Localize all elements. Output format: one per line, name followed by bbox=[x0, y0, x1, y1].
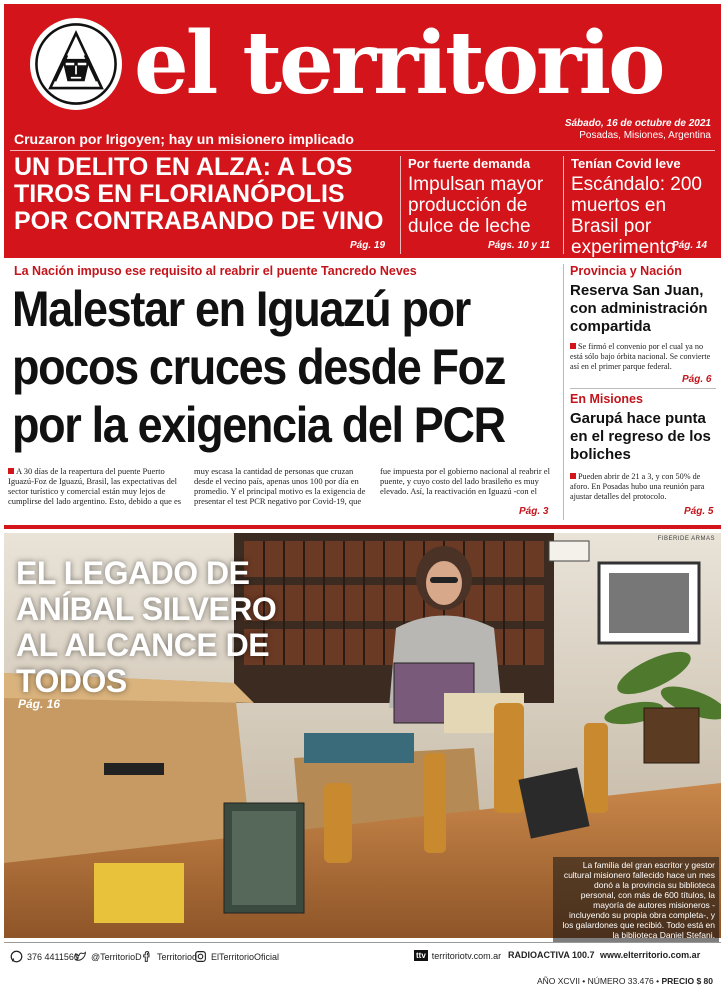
photo-credit: FIBERIDE ARMAS bbox=[657, 536, 715, 542]
dateline bbox=[565, 118, 711, 142]
footer-twitter[interactable] bbox=[74, 950, 142, 963]
side-1-headline[interactable]: Reserva San Juan, con administración compartida bbox=[570, 282, 708, 335]
whatsapp-icon bbox=[10, 950, 23, 963]
divider bbox=[10, 150, 715, 151]
side-2-body-text: Pueden abrir de 21 a 3, y con 50% de aforo. En Posadas hubo una reunión para ajustar detalles del protocolo. bbox=[570, 472, 705, 501]
bullet-square-icon bbox=[8, 468, 14, 474]
lead-body-text: A 30 días de la reapertura del puente Puerto Iguazú-Foz de Iguazú, Brasil, las expectativas del sector turístico y comercial están muy lejos de cumplirse del lado argentino. Esto, debido a que es muy escasa la cantidad de personas que cruzan desde el vecino país, apenas unos 100 por día en promedio. Y el principal motivo es la exigencia de presentar el test PCR negativo por Covid-19, que fue impuesta por el gobierno nacional al reabrir el puente, y cuyo costo del lado brasileño es muy elevado. Así, la reactivación en Iguazú -con el bbox=[8, 466, 550, 506]
red-col-2-headline[interactable]: Impulsan mayor producción de dulce de leche bbox=[408, 174, 544, 237]
web-url: www.elterritorio.com.ar bbox=[600, 950, 701, 960]
bullet-square-icon bbox=[570, 343, 576, 349]
side-2-headline[interactable]: Garupá hace punta en el regreso de los boliches bbox=[570, 410, 711, 463]
lead-headline[interactable]: Malestar en Iguazú por pocos cruces desde Foz por la exigencia del PCR bbox=[12, 281, 505, 453]
side-1-body bbox=[570, 342, 716, 372]
footer-tv[interactable] bbox=[414, 950, 501, 961]
issue-info bbox=[537, 976, 713, 986]
feature-caption: La familia del gran escritor y gestor cultural misionero fallecido hace un mes donó a la provincia su biblioteca personal, con más de 600 títulos, la mayoría de autores misioneros -incluyendo su propia obra completa-, y los galardones que recibió. Todo está en la biblioteca Daniel Stefani. bbox=[553, 857, 719, 943]
footer-instagram[interactable] bbox=[194, 950, 279, 963]
divider bbox=[400, 156, 401, 254]
footer-web[interactable] bbox=[600, 950, 700, 960]
top-story-kicker: Cruzaron por Irigoyen; hay un misionero implicado bbox=[14, 131, 354, 147]
twitter-icon bbox=[74, 950, 87, 963]
lead-body bbox=[8, 466, 556, 510]
tv-url: territoriotv.com.ar bbox=[431, 950, 502, 961]
red-col-2-kicker: Por fuerte demanda bbox=[408, 156, 531, 171]
divider bbox=[563, 156, 564, 254]
instagram-icon bbox=[194, 950, 207, 963]
divider bbox=[570, 388, 716, 389]
side-1-page: Pág. 6 bbox=[682, 374, 712, 385]
feature-page: Pág. 16 bbox=[18, 697, 61, 711]
instagram-handle: ElTerritorioOficial bbox=[211, 951, 280, 962]
side-2-body bbox=[570, 472, 716, 502]
footer-facebook[interactable] bbox=[140, 950, 197, 963]
red-col-3-kicker: Tenían Covid leve bbox=[571, 156, 681, 171]
red-col-3-headline[interactable]: Escándalo: 200 muertos en Brasil por experimento bbox=[571, 174, 702, 258]
divider bbox=[4, 942, 721, 943]
newspaper-logo-icon bbox=[30, 18, 122, 110]
masthead-title: el territorio bbox=[134, 13, 663, 114]
red-col-2-page: Págs. 10 y 11 bbox=[488, 240, 551, 251]
footer-social bbox=[10, 950, 715, 966]
side-1-kicker: Provincia y Nación bbox=[570, 264, 682, 278]
whatsapp-number: 376 4411560 bbox=[27, 951, 79, 962]
red-col-3-page: Pág. 14 bbox=[672, 240, 708, 251]
footer-whatsapp[interactable] bbox=[10, 950, 79, 963]
side-2-kicker: En Misiones bbox=[570, 392, 643, 406]
facebook-handle: Territoriod bbox=[157, 951, 198, 962]
lead-kicker: La Nación impuso ese requisito al reabrir el puente Tancredo Neves bbox=[14, 264, 417, 278]
radio-name: RADIOACTIVA 100.7 bbox=[508, 950, 595, 960]
twitter-handle: @TerritorioD bbox=[91, 951, 142, 962]
feature-headline[interactable]: EL LEGADO DE ANÍBAL SILVERO AL ALCANCE DE TODOS bbox=[16, 555, 277, 699]
tv-logo-icon: ttv bbox=[416, 951, 426, 960]
footer-radio[interactable] bbox=[508, 950, 595, 960]
top-story-page: Pág. 19 bbox=[350, 240, 386, 251]
side-2-page: Pág. 5 bbox=[684, 506, 714, 517]
logo-face-icon bbox=[33, 21, 119, 107]
lead-page: Pág. 3 bbox=[519, 506, 549, 517]
issue-date: Sábado, 16 de octubre de 2021 bbox=[564, 118, 711, 129]
section-divider bbox=[4, 525, 721, 529]
facebook-icon bbox=[140, 950, 153, 963]
issue-location: Posadas, Misiones, Argentina bbox=[579, 130, 711, 141]
price: PRECIO $ 80 bbox=[661, 976, 713, 986]
top-story-headline[interactable]: UN DELITO EN ALZA: A LOS TIROS EN FLORIANÓPOLIS POR CONTRABANDO DE VINO bbox=[14, 153, 384, 235]
issue-number: AÑO XCVII • NÚMERO 33.476 • bbox=[536, 976, 660, 986]
bullet-square-icon bbox=[570, 473, 576, 479]
divider bbox=[563, 264, 564, 520]
side-1-body-text: Se firmó el convenio por el cual ya no está sólo bajo órbita nacional. Se convierte así en el primer parque federal. bbox=[570, 342, 711, 371]
